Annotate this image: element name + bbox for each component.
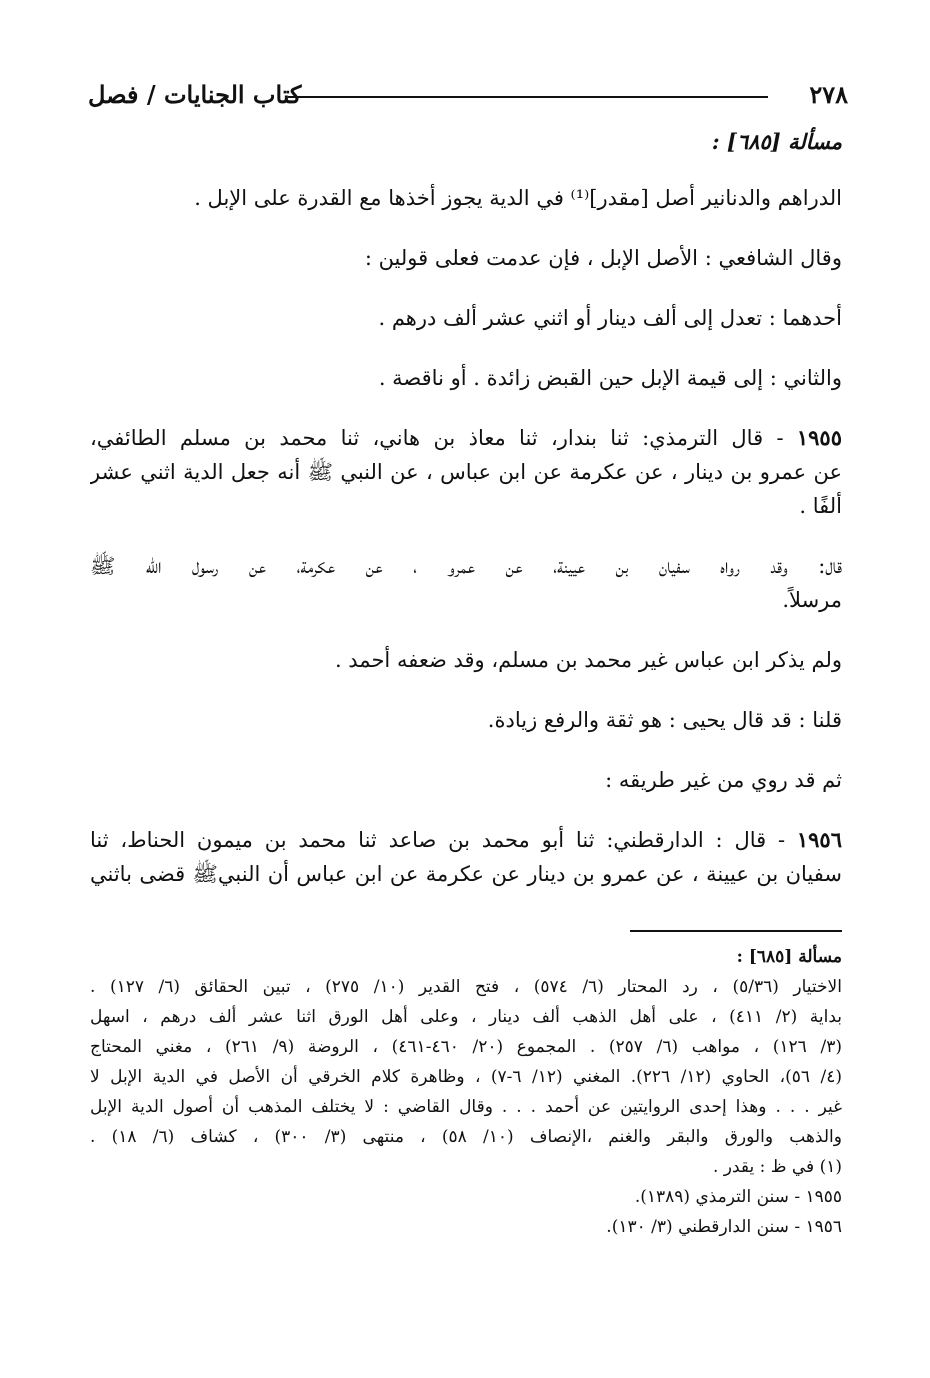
paragraph-5-line-1: قال: وقد رواه سفيان بن عيينة، عن عمرو ، عن عكرمة، عن رسول الله ﷺ: [90, 554, 842, 578]
paragraph-2: وقال الشافعي : الأصل الإبل ، فإن عدمت فعلى قولين :: [364, 246, 842, 270]
hadith-1955-line-2: عن عمرو بن دينار ، عن عكرمة عن ابن عباس ، عن النبي ﷺ أنه جعل الدية اثني عشر: [90, 460, 842, 484]
issue-heading: مسألة [٦٨٥] :: [711, 129, 842, 154]
footnote-line-6: والذهب والورق والبقر والغنم ،الإنصاف (١٠/ ٥٨) ، منتهى (٣/ ٣٠٠) ، كشاف (٦/ ١٨) .: [90, 1127, 842, 1147]
paragraph-8: ثم قد روي من غير طريقه :: [605, 768, 842, 792]
footnote-1: (١) في ظ : يقدر .: [712, 1157, 842, 1177]
footnote-heading: مسألة [٦٨٥] :: [736, 947, 842, 967]
footnote-line-2: بداية (٢/ ٤١١) ، على أهل الذهب ألف دينار ، وعلى أهل الورق اثنا عشر ألف درهم ، اسهل: [90, 1007, 842, 1027]
page-header: [88, 80, 848, 112]
paragraph-3: أحدهما : تعدل إلى ألف دينار أو اثني عشر ألف درهم .: [378, 306, 842, 330]
footnote-line-1: الاختيار (٥/٣٦) ، رد المحتار (٦/ ٥٧٤) ، فتح القدير (١٠/ ٢٧٥) ، تبين الحقائق (٦/ ١٢٧) .: [90, 977, 842, 997]
hadith-1955-text: - قال الترمذي: ثنا بندار، ثنا معاذ بن هاني، ثنا محمد بن مسلم الطائفي،: [90, 426, 797, 450]
page-number: ٢٧٨: [809, 80, 848, 109]
running-title: كتاب الجنايات / فصل: [88, 80, 302, 109]
footnotes: [90, 942, 842, 1242]
hadith-1955-line-1: [90, 421, 842, 455]
hadith-1956-line-1: [90, 823, 842, 857]
hadith-1956-line-2: سفيان بن عيينة ، عن عمرو بن دينار عن عكرمة عن ابن عباس أن النبيﷺ قضى باثني: [90, 862, 842, 886]
hadith-number-1955: ١٩٥٥: [796, 425, 842, 450]
footnote-line-4: (٤/ ٥٦)، الحاوي (١٢/ ٢٢٦). المغني (١٢/ ٦-٧) ، وظاهرة كلام الخرقي أن الأصل في الدية الإبل لا: [90, 1067, 842, 1087]
footnote-1956: ١٩٥٦ - سنن الدارقطني (٣/ ١٣٠).: [606, 1217, 842, 1237]
main-text: [90, 125, 842, 891]
hadith-number-1956: ١٩٥٦: [796, 827, 842, 852]
footnote-1955: ١٩٥٥ - سنن الترمذي (١٣٨٩).: [634, 1187, 842, 1207]
paragraph-6: ولم يذكر ابن عباس غير محمد بن مسلم، وقد ضعفه أحمد .: [334, 648, 842, 672]
footnote-separator: [630, 930, 842, 932]
header-rule: [288, 96, 768, 98]
paragraph-4: والثاني : إلى قيمة الإبل حين القبض زائدة . أو ناقصة .: [378, 366, 842, 390]
paragraph-1-line-1: الدراهم والدنانير أصل [مقدر]⁽¹⁾ في الدية يجوز أخذها مع القدرة على الإبل .: [194, 186, 842, 210]
paragraph-5-line-2: مرسلاً.: [782, 588, 842, 612]
footnote-line-3: (٣/ ١٢٦) ، مواهب (٦/ ٢٥٧) . المجموع (٢٠/ ٤٦٠-٤٦١) ، الروضة (٩/ ٢٦١) ، مغني المحتاج: [90, 1037, 842, 1057]
hadith-1956-text: - قال : الدارقطني: ثنا أبو محمد بن صاعد ثنا محمد بن ميمون الحناط، ثنا: [90, 828, 797, 852]
hadith-1955-line-3: ألفًا .: [799, 494, 842, 518]
footnote-line-5: غير . . . وهذا إحدى الروايتين عن أحمد . . . وقال القاضي : لا يختلف المذهب أن أصول الدية الإبل: [90, 1097, 842, 1117]
paragraph-7: قلنا : قد قال يحيى : هو ثقة والرفع زيادة.: [487, 708, 842, 732]
